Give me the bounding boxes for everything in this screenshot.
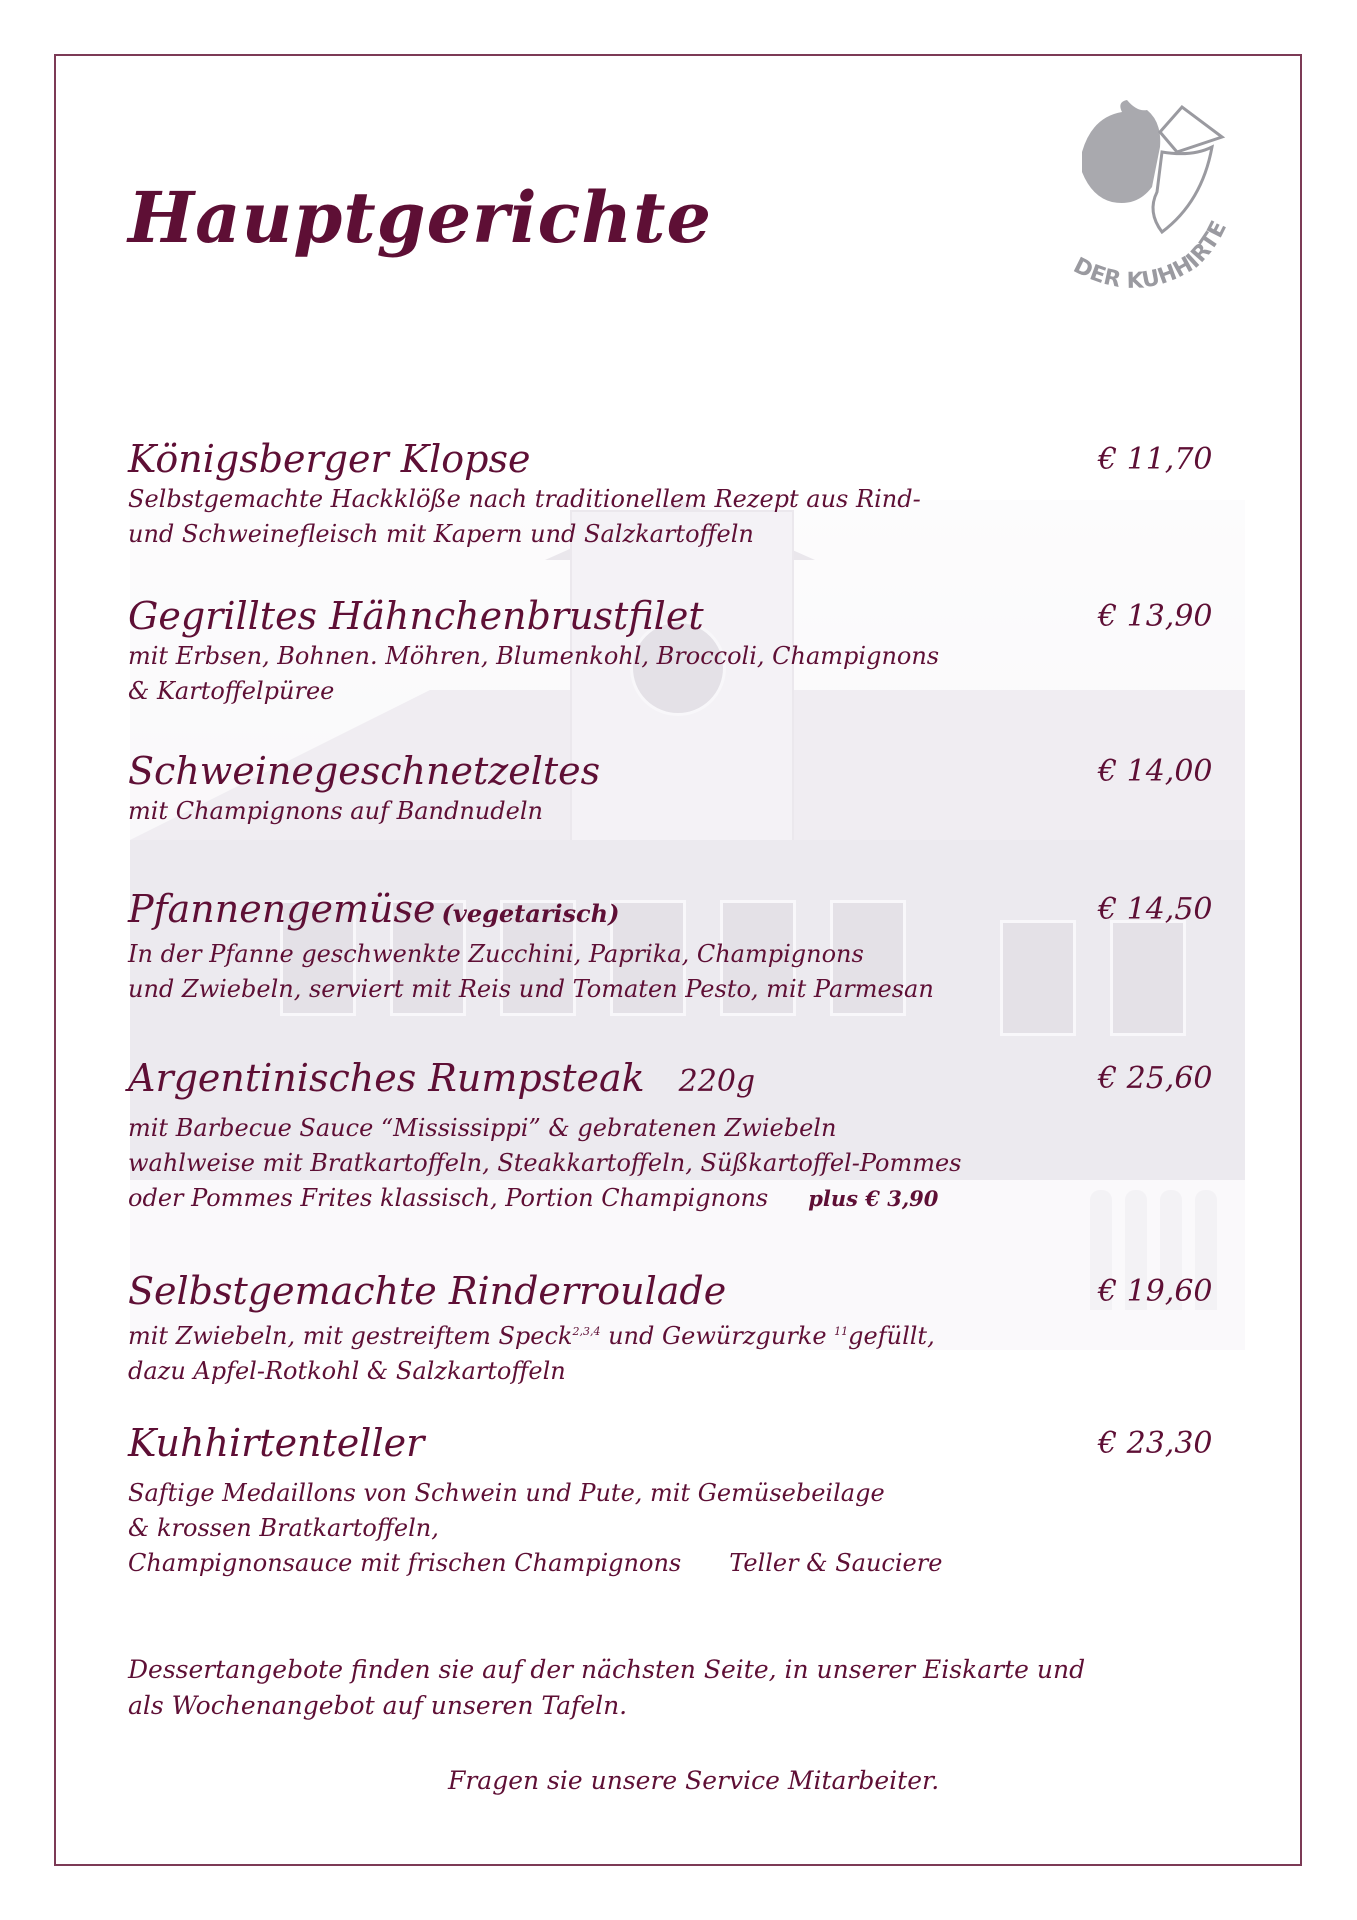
svg-text:DER KUHHIRTE: DER KUHHIRTE — [1069, 217, 1232, 294]
dish-name: Königsberger Klopse — [128, 437, 531, 481]
dish-name: Schweinegeschnetzeltes — [128, 749, 601, 793]
dish-price: € 14,50 — [1098, 892, 1213, 927]
extra-price: plus € 3,90 — [808, 1186, 939, 1211]
dish-name: Pfannengemüse — [128, 887, 436, 931]
dish-description: In der Pfanne geschwenkte Zucchini, Paprika, Champignons — [128, 940, 864, 968]
dish-name: Argentinisches Rumpsteak — [128, 1056, 645, 1100]
desc-part: und Gewürzgurke — [600, 1322, 835, 1350]
cow-head-logo — [1052, 92, 1252, 312]
dish-name: Kuhhirtenteller — [128, 1421, 425, 1465]
dish-price: € 14,00 — [1098, 754, 1213, 789]
desc-part: gefüllt, — [848, 1322, 935, 1350]
dessert-note-line: als Wochenangebot auf unseren Tafeln. — [128, 1691, 628, 1720]
dish-price: € 23,30 — [1098, 1426, 1213, 1461]
dish-vegetarian-note: (vegetarisch) — [441, 899, 620, 928]
dish-description: & Kartoffelpüree — [128, 677, 335, 705]
dish-description: und Zwiebeln, serviert mit Reis und Tomaten Pesto, mit Parmesan — [128, 975, 934, 1003]
dish-rinderroulade — [128, 1268, 1228, 1389]
dessert-note — [128, 1652, 1085, 1724]
dish-name-row — [128, 886, 1228, 937]
dish-description: wahlweise mit Bratkartoffeln, Steakkartoffeln, Süßkartoffel-Pommes — [128, 1149, 962, 1177]
dish-name: Selbstgemachte Rinderroulade — [128, 1269, 727, 1313]
dish-description: Selbstgemachte Hackklöße nach traditionellem Rezept aus Rind- — [128, 485, 921, 513]
dish-weight: 220g — [678, 1064, 756, 1099]
allergen-superscript: 11 — [834, 1325, 849, 1338]
dish-kuhhirtenteller — [128, 1420, 1228, 1581]
dish-description: und Schweinefleisch mit Kapern und Salzkartoffeln — [128, 520, 754, 548]
dish-description: Champignonsauce mit frischen Champignons — [128, 1549, 682, 1577]
desc-part: mit Zwiebeln, mit gestreiftem Speck — [128, 1322, 573, 1350]
dish-price: € 25,60 — [1098, 1061, 1213, 1096]
dish-description: oder Pommes Frites klassisch, Portion Champignons — [128, 1184, 769, 1212]
dish-description: Saftige Medaillons von Schwein und Pute, mit Gemüsebeilage — [128, 1479, 885, 1507]
dish-name-row — [128, 1055, 1228, 1105]
page-title: Hauptgerichte — [128, 176, 713, 259]
dish-description: & krossen Bratkartoffeln, — [128, 1514, 439, 1542]
dish-description: mit Erbsen, Bohnen. Möhren, Blumenkohl, Broccoli, Champignons — [128, 642, 940, 670]
dish-description-row — [128, 1546, 1228, 1581]
allergen-superscript: 2,3,4 — [572, 1325, 601, 1338]
dish-description — [128, 1314, 1228, 1354]
serving-note: Teller & Sauciere — [729, 1549, 943, 1577]
dish-konigsberger-klopse — [128, 436, 1228, 552]
dish-rumpsteak — [128, 1055, 1228, 1216]
dish-schweinegeschnetzeltes — [128, 748, 1228, 829]
dish-description: mit Barbecue Sauce “Mississippi” & gebratenen Zwiebeln — [128, 1114, 837, 1142]
dish-price: € 19,60 — [1098, 1274, 1213, 1309]
dish-price: € 11,70 — [1098, 442, 1213, 477]
dish-description: mit Champignons auf Bandnudeln — [128, 797, 543, 825]
service-note: Fragen sie unsere Service Mitarbeiter. — [448, 1766, 940, 1795]
dish-name: Gegrilltes Hähnchenbrustfilet — [128, 594, 704, 638]
dish-description-row — [128, 1181, 1228, 1216]
dessert-note-line: Dessertangebote finden sie auf der nächsten Seite, in unserer Eiskarte und — [128, 1655, 1086, 1684]
dish-price: € 13,90 — [1098, 599, 1213, 634]
dish-haehnchenbrustfilet — [128, 593, 1228, 709]
dish-description: dazu Apfel-Rotkohl & Salzkartoffeln — [128, 1357, 566, 1385]
dish-pfannengemuese — [128, 886, 1228, 1007]
